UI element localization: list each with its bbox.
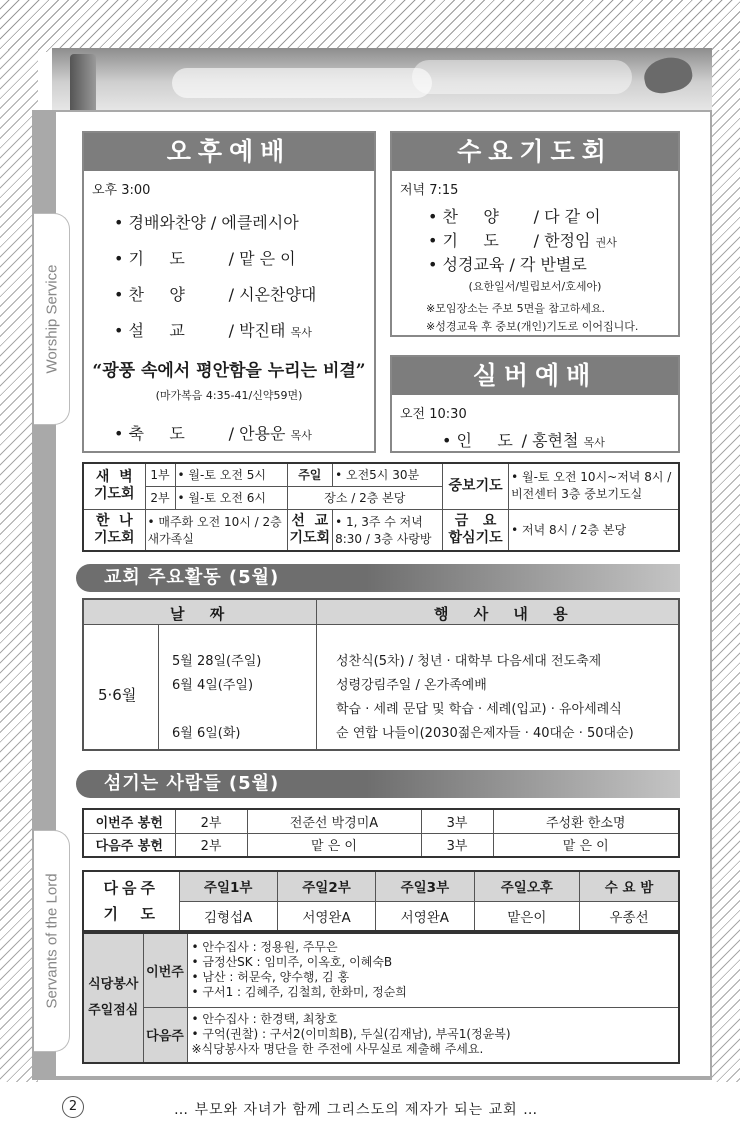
service-item: • 찬 양 / 시온찬양대 — [114, 285, 317, 304]
prayer-meetings-table — [82, 462, 680, 552]
bible-study-books: (요한일서/빌립보서/호세아) — [468, 280, 602, 293]
activity-event: 학습 · 세례 문답 및 학습 · 세례(입교) · 유아세례식 — [336, 702, 622, 717]
intercession-label: 중보기도 — [443, 463, 509, 509]
side-tab-label: Servants of the Lord — [43, 873, 60, 1009]
dawn-second: 2부 — [145, 486, 175, 509]
column-divider — [316, 600, 317, 749]
volunteer-line: • 구억(권찰) : 구서2(이미희B), 두실(김재남), 부곡1(정윤복) — [191, 1027, 511, 1042]
service-item: • 경배와찬양 / 에클레시아 — [114, 213, 299, 232]
friday-prayer-label: 금 요 합심기도 — [443, 509, 509, 551]
activities-table — [82, 598, 680, 751]
next-week-volunteers — [187, 1007, 679, 1063]
sermon-reference: (마가복음 4:35-41/신약59면) — [155, 389, 303, 402]
note-line: ※성경교육 후 중보(개인)기도로 이어집니다. — [426, 320, 639, 333]
prayer-column-header: 주일1부 — [179, 871, 277, 901]
mission-prayer-label: 선 교 기도회 — [287, 509, 333, 551]
side-tab-worship — [34, 213, 70, 425]
activities-section-title: 교회 주요활동 (5월) — [76, 564, 680, 592]
volunteer-line: • 금정산SK : 임미주, 이옥호, 이혜숙B — [191, 955, 393, 970]
dawn-first: 1부 — [145, 463, 175, 486]
event-column-header: 행 사 내 용 — [434, 605, 578, 623]
prayer-column-header: 주일오후 — [474, 871, 580, 901]
prayer-leader: 김형섭A — [179, 901, 277, 931]
page-number: 2 — [62, 1096, 84, 1118]
offering-part: 3부 — [421, 809, 493, 833]
servants-section-title: 섬기는 사람들 (5월) — [76, 770, 680, 798]
church-tower-icon — [70, 54, 96, 110]
prayer-duty-table — [82, 870, 680, 932]
volunteer-line: • 안수집사 : 한경택, 최창호 — [191, 1012, 338, 1027]
this-week-label: 이번주 — [143, 933, 187, 1007]
wednesday-prayer-time: 저녁 7:15 — [400, 183, 459, 198]
wednesday-prayer-title: 수요기도회 — [392, 133, 678, 171]
service-item: • 찬 양 / 다 같 이 — [428, 207, 601, 226]
offering-table — [82, 808, 680, 858]
offering-part: 2부 — [175, 833, 247, 857]
offering-names: 주성환 한소명 — [493, 809, 679, 833]
activity-event: 순 연합 나들이(2030젊은제자들 · 40대순 · 50대순) — [336, 726, 634, 741]
activity-event: 성찬식(5차) / 청년 · 대학부 다음세대 전도축제 — [336, 654, 602, 669]
afternoon-service-title: 오후예배 — [84, 133, 374, 171]
activity-date: 6월 6일(화) — [172, 726, 241, 741]
side-tab-servants — [34, 830, 70, 1052]
dawn-place: 장소 / 2층 본당 — [287, 486, 443, 509]
meal-service-table — [82, 932, 680, 1064]
sermon-title: “광풍 속에서 평안함을 누리는 비결” — [92, 361, 366, 381]
prayer-column-header: 주일3부 — [376, 871, 474, 901]
volunteer-line: • 남산 : 허문숙, 양수행, 김 홍 — [191, 970, 350, 985]
service-item: • 기 도 / 한정임 권사 — [428, 231, 617, 250]
header-banner-image — [52, 48, 712, 110]
offering-label: 이번주 봉헌 — [83, 809, 175, 833]
activities-month: 5·6월 — [98, 686, 137, 704]
activities-header — [84, 600, 678, 625]
offering-part: 3부 — [421, 833, 493, 857]
column-divider — [158, 625, 159, 749]
top-hatch-decoration — [0, 0, 740, 52]
cloud-icon — [172, 68, 432, 98]
volunteer-line: • 안수집사 : 정용원, 주무은 — [191, 940, 338, 955]
right-hatch-decoration — [710, 50, 740, 1082]
activity-date: 5월 28일(주일) — [172, 654, 262, 669]
offering-label: 다음주 봉헌 — [83, 833, 175, 857]
service-item: • 인 도 / 홍현철 목사 — [442, 431, 605, 450]
activity-event: 성령강림주일 / 온가족예배 — [336, 678, 487, 693]
sunday-label: 주일 — [287, 463, 333, 486]
side-tab-label: Worship Service — [43, 264, 60, 374]
dawn-first-time: • 월-토 오전 5시 — [175, 463, 287, 486]
activity-date: 6월 4일(주일) — [172, 678, 254, 693]
silver-service-box — [390, 355, 680, 453]
volunteer-line: • 구서1 : 김혜주, 김철희, 한화미, 정순희 — [191, 985, 407, 1000]
offering-part: 2부 — [175, 809, 247, 833]
page-footer — [56, 1094, 710, 1124]
dawn-second-time: • 월-토 오전 6시 — [175, 486, 287, 509]
afternoon-service-time: 오후 3:00 — [92, 183, 151, 198]
mission-prayer-detail: • 1, 3주 수 저녁 8:30 / 3층 사랑방 — [333, 509, 443, 551]
sunday-time: • 오전5시 30분 — [333, 463, 443, 486]
offering-names: 전준선 박경미A — [247, 809, 421, 833]
afternoon-service-box — [82, 131, 376, 453]
volunteer-line: ※식당봉사자 명단을 한 주전에 사무실로 제출해 주세요. — [191, 1042, 484, 1057]
prayer-leader: 서영완A — [277, 901, 375, 931]
intercession-detail: • 월-토 오전 10시~저녁 8시 /비전센터 3층 중보기도실 — [509, 463, 679, 509]
friday-prayer-detail: • 저녁 8시 / 2층 본당 — [509, 509, 679, 551]
meal-service-label: 식당봉사 주일점심 — [83, 933, 143, 1063]
offering-names: 맡 은 이 — [247, 833, 421, 857]
prayer-leader: 맡은이 — [474, 901, 580, 931]
hannah-prayer-detail: • 매주화 오전 10시 / 2층 새가족실 — [145, 509, 287, 551]
hannah-prayer-label: 한 나 기도회 — [83, 509, 145, 551]
service-item: • 설 교 / 박진태 목사 — [114, 321, 312, 340]
service-item: • 기 도 / 맡 은 이 — [114, 249, 296, 268]
wednesday-prayer-box — [390, 131, 680, 337]
next-week-prayer-label: 다음주 기 도 — [83, 871, 179, 931]
date-column-header: 날 짜 — [170, 605, 235, 623]
prayer-column-header: 주일2부 — [277, 871, 375, 901]
note-line: ※모임장소는 주보 5면을 참고하세요. — [426, 302, 605, 315]
silver-service-time: 오전 10:30 — [400, 407, 467, 422]
prayer-column-header: 수 요 밤 — [580, 871, 679, 901]
dawn-prayer-label: 새 벽 기도회 — [83, 463, 145, 509]
cloud-icon — [412, 60, 632, 94]
silver-service-title: 실버예배 — [392, 357, 678, 395]
prayer-leader: 서영완A — [376, 901, 474, 931]
footer-slogan: … 부모와 자녀가 함께 그리스도의 제자가 되는 교회 … — [174, 1102, 539, 1118]
next-week-label: 다음주 — [143, 1007, 187, 1063]
offering-names: 맡 은 이 — [493, 833, 679, 857]
service-item: • 성경교육 / 각 반별로 — [428, 255, 587, 274]
heart-icon — [641, 53, 695, 96]
this-week-volunteers — [187, 933, 679, 1007]
prayer-leader: 우종선 — [580, 901, 679, 931]
benediction-item: • 축 도 / 안용운 목사 — [114, 424, 312, 443]
